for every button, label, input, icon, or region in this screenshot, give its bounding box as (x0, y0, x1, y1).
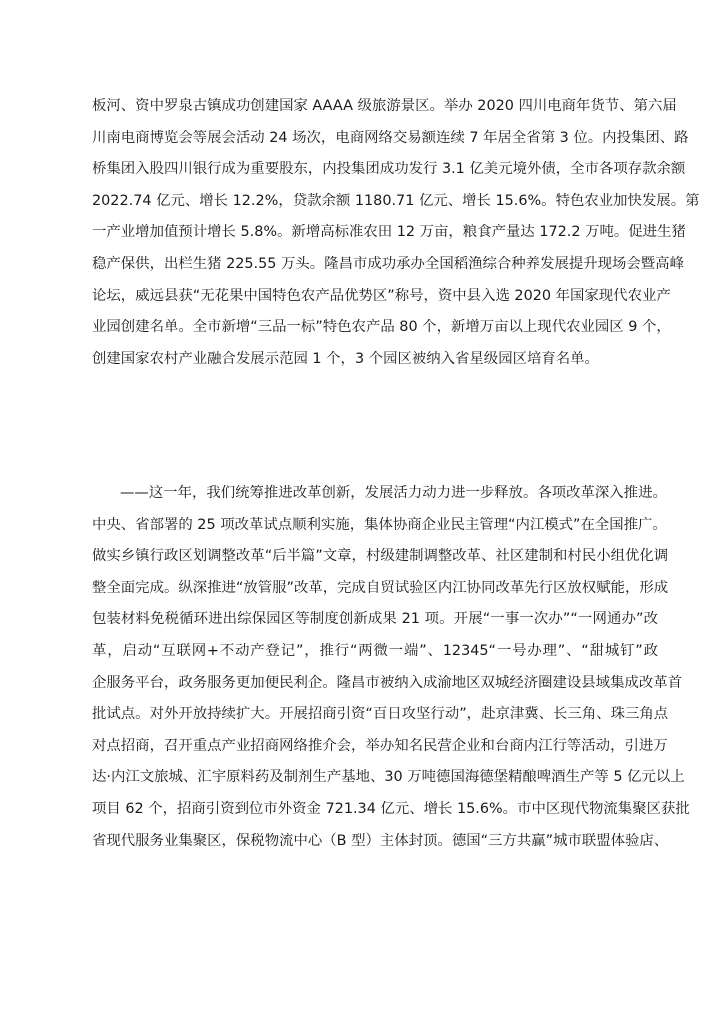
text-line: 对点招商，召开重点产业招商网络推介会，举办知名民营企业和台商内江行等活动，引进万 (92, 737, 668, 754)
text-line: ——这一年，我们统筹推进改革创新，发展活力动力进一步释放。各项改革深入推进。 (120, 485, 667, 501)
text-line: 业园创建名单。全市新增“三品一标”特色农产品 80 个，新增万亩以上现代农业园区 9 个， (92, 319, 671, 336)
text-line: 稳产保供，出栏生猪 225.55 万头。隆昌市成功承办全国稻渔综合种养发展提升现场会暨高峰 (92, 255, 684, 272)
text-line: 桥集团入股四川银行成为重要股东，内投集团成功发行 3.1 亿美元境外债，全市各项存款余额 (92, 161, 686, 178)
text-line: 达·内江文旅城、汇宇原料药及制剂生产基地、30 万吨德国海德堡精酿啤酒生产等 5 亿元以上 (92, 769, 685, 786)
text-line: 包装材料免税循环进出综保园区等制度创新成果 21 项。开展“一事一次办”“一网通办”改 (92, 611, 658, 628)
text-line: 中央、省部署的 25 项改革试点顺利实施，集体协商企业民主管理“内江模式”在全国推广。 (92, 516, 667, 533)
text-line: 创建国家农村产业融合发展示范园 1 个，3 个园区被纳入省星级园区培育名单。 (92, 350, 599, 367)
text-line: 做实乡镇行政区划调整改革“后半篇”文章，村级建制调整改革、社区建制和村民小组优化调 (92, 548, 669, 565)
text-line: 整全面完成。纵深推进“放管服”改革，完成自贸试验区内江协同改革先行区放权赋能，形成 (92, 579, 669, 596)
paragraph-reform-innovation (92, 478, 690, 857)
paragraph-agriculture-finance (92, 91, 700, 375)
text-line: 批试点。对外开放持续扩大。开展招商引资“百日攻坚行动”，赴京津冀、长三角、珠三角点 (92, 706, 669, 723)
text-line: 一产业增加值预计增长 5.8%。新增高标准农田 12 万亩，粮食产量达 172.2 万吨。促进生猪 (92, 224, 686, 241)
text-line: 企服务平台，政务服务更加便民利企。隆昌市被纳入成渝地区双城经济圈建设县域集成改革首 (92, 674, 683, 691)
text-line: 革，启动“互联网+不动产登记”，推行“两微一端”、12345“一号办理”、“甜城钉”政 (92, 642, 658, 659)
text-line: 2022.74 亿元、增长 12.2%，贷款余额 1180.71 亿元、增长 15.6%。特色农业加快发展。第 (92, 192, 700, 209)
text-line: 项目 62 个，招商引资到位市外资金 721.34 亿元、增长 15.6%。市中区现代物流集聚区获批 (92, 800, 690, 817)
text-line: 论坛，威远县获“无花果中国特色农产品优势区”称号，资中县入选 2020 年国家现代农业产 (92, 287, 671, 304)
text-line: 省现代服务业集聚区，保税物流中心（B 型）主体封顶。德国“三方共赢”城市联盟体验店、 (92, 832, 669, 849)
text-line: 板河、资中罗泉古镇成功创建国家 AAAA 级旅游景区。举办 2020 四川电商年货节、第六届 (92, 98, 677, 114)
text-line: 川南电商博览会等展会活动 24 场次，电商网络交易额连续 7 年居全省第 3 位。内投集团、路 (92, 129, 689, 146)
